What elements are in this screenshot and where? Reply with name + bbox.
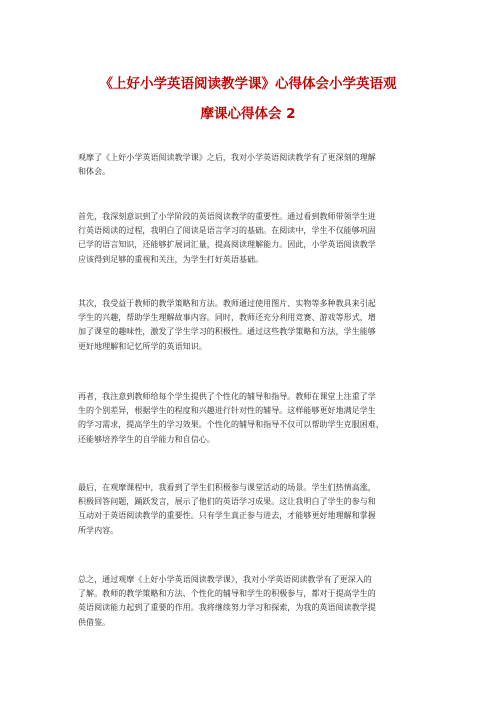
paragraph-conclusion — [78, 573, 424, 630]
text-line: 互动对于英语阅读教学的重要性。只有学生真正参与进去，才能够更好地理解和掌握 — [78, 511, 376, 521]
paragraph-fourth — [78, 481, 424, 538]
text-line: 和体会。 — [78, 167, 111, 177]
text-line: 观摩了《上好小学英语阅读教学课》之后，我对小学英语阅读教学有了更深刻的理解 — [78, 153, 376, 162]
text-line: 加了课堂的趣味性，激发了学生学习的积极性。通过这些教学策略和方法，学生能够 — [78, 327, 376, 337]
paragraph-intro — [78, 151, 424, 179]
paragraph-third — [78, 390, 424, 447]
paragraph-first — [78, 210, 424, 267]
paragraph-second — [78, 297, 424, 354]
text-line: 应该得到足够的重视和关注，为学生打好英语基础。 — [78, 254, 264, 264]
document-title-line-1: 《上好小学英语阅读教学课》心得体会小学英语观 — [99, 76, 397, 92]
text-line: 英语阅读能力起到了重要的作用。我将继续努力学习和探索，为我的英语阅读教学提 — [78, 603, 376, 613]
text-line: 生的个别差异，根据学生的程度和兴趣进行针对性的辅导。这样能够更好地满足学生 — [78, 406, 376, 416]
text-line: 学生的兴趣，帮助学生理解故事内容。同时，教师还充分利用竞赛、游戏等形式，增 — [78, 313, 376, 323]
text-line: 了解。教师的教学策略和方法、个性化的辅导和学生的积极参与，都对于提高学生的 — [78, 589, 376, 599]
text-line: 再者，我注意到教师给每个学生提供了个性化的辅导和指导。教师在课堂上注重了学 — [78, 392, 376, 401]
text-line: 供借鉴。 — [78, 617, 111, 627]
text-line: 首先，我深刻意识到了小学阶段的英语阅读教学的重要性。通过看到教师带领学生进 — [78, 212, 376, 221]
text-line: 还能够培养学生的自学能力和自信心。 — [78, 434, 215, 444]
text-line: 积极回答问题，踊跃发言，展示了他们的英语学习成果。这让我明白了学生的参与和 — [78, 497, 376, 507]
text-line: 更好地理解和记忆所学的英语知识。 — [78, 341, 207, 351]
document-title-line-2: 摩课心得体会 2 — [200, 106, 296, 122]
text-line: 行英语阅读的过程，我明白了阅读是语言学习的基础。在阅读中，学生不仅能够巩固 — [78, 226, 376, 236]
text-line: 的学习需求，提高学生的学习效果。个性化的辅导和指导不仅可以帮助学生克服困难， — [78, 420, 384, 430]
text-line: 所学内容。 — [78, 525, 119, 535]
text-line: 其次，我受益于教师的教学策略和方法。教师通过使用图片、实物等多种教具来引起 — [78, 299, 376, 308]
text-line: 已学的语言知识，还能够扩展词汇量，提高阅读理解能力。因此，小学英语阅读教学 — [78, 240, 376, 250]
text-line: 最后，在观摩课程中，我看到了学生们积极参与课堂活动的场景。学生们热情高涨， — [78, 483, 376, 492]
text-line: 总之，通过观摩《上好小学英语阅读教学课》，我对小学英语阅读教学有了更深入的 — [78, 575, 372, 584]
